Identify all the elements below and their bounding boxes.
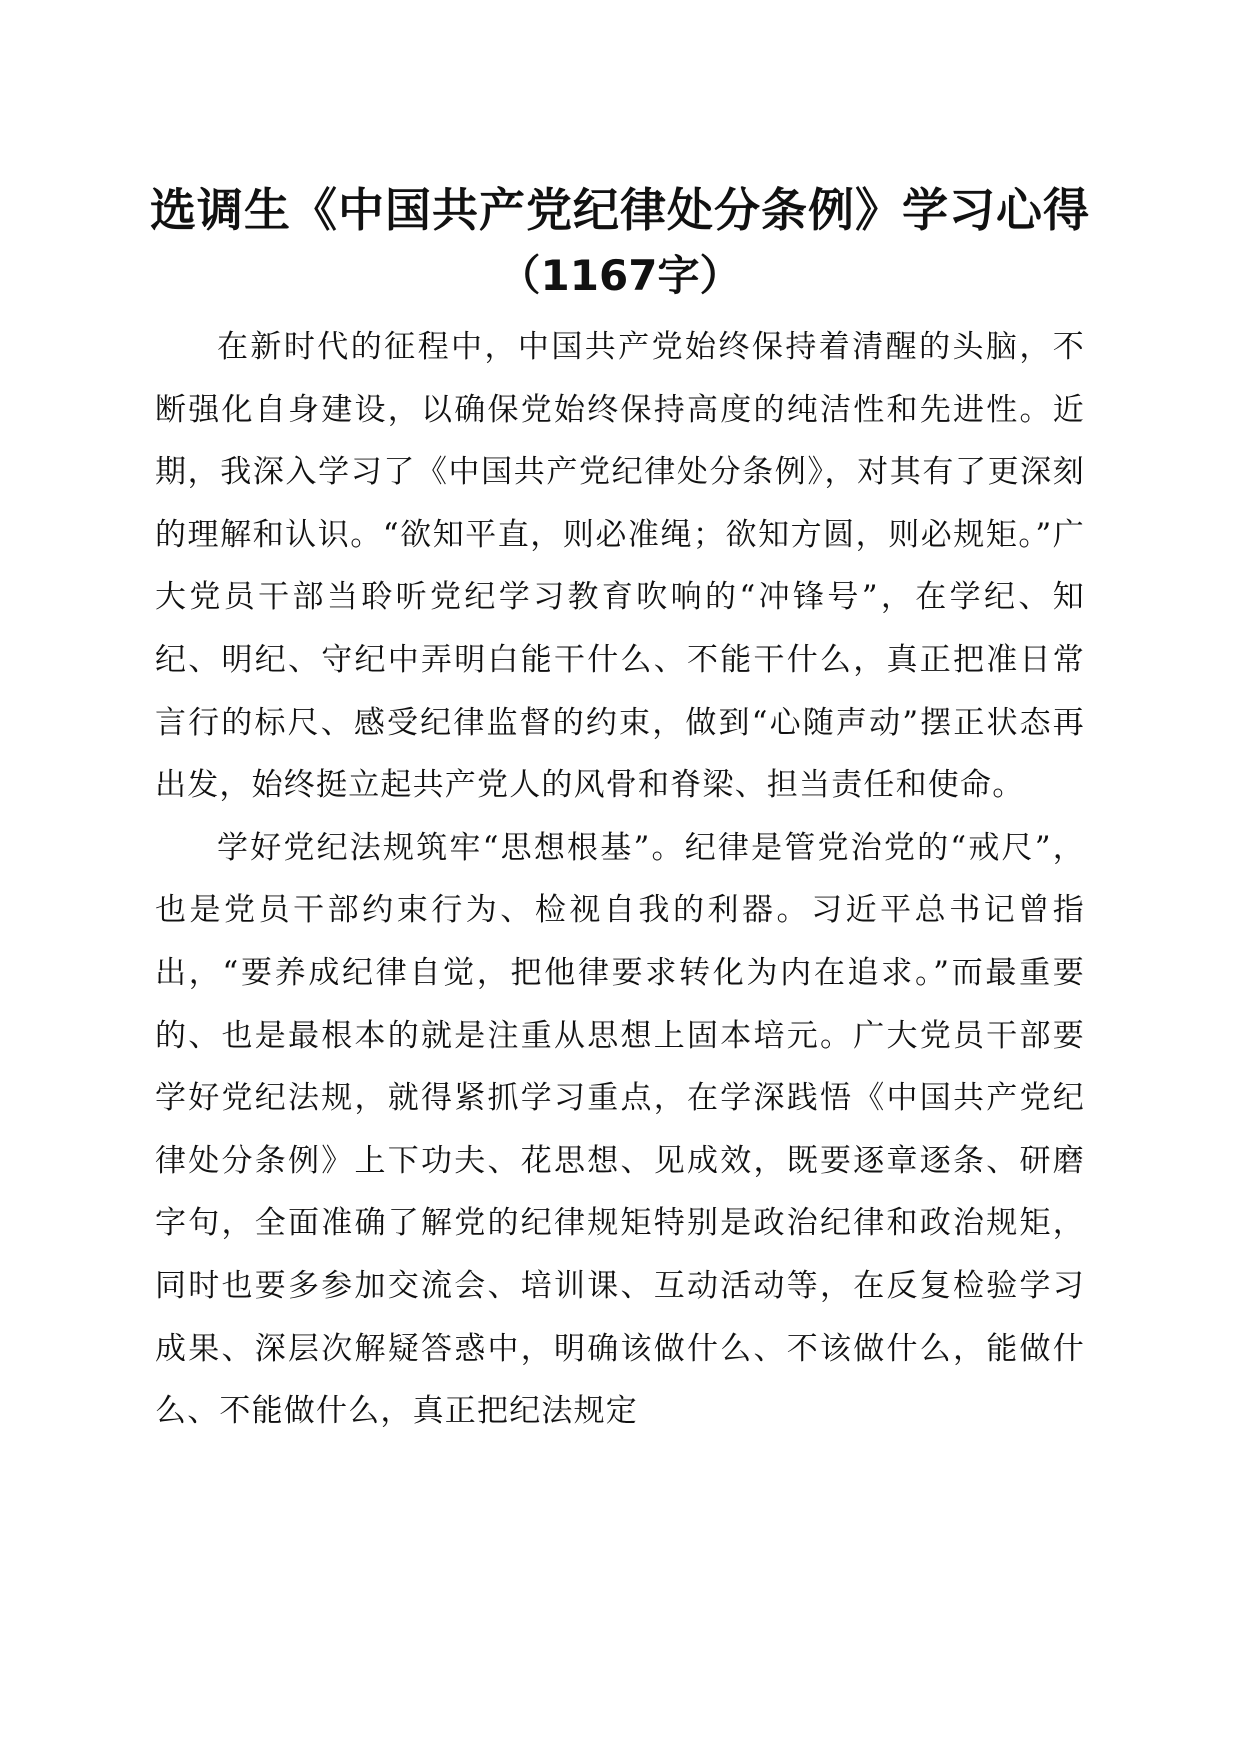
document-body: [155, 316, 1085, 1443]
paragraph-intro: 在新时代的征程中，中国共产党始终保持着清醒的头脑，不断强化自身建设，以确保党始终保持高度的纯洁性和先进性。近期，我深入学习了《中国共产党纪律处分条例》，对其有了更深刻的理解和认识。“欲知平直，则必准绳；欲知方圆，则必规矩。”广大党员干部当聆听党纪学习教育吹响的“冲锋号”，在学纪、知纪、明纪、守纪中弄明白能干什么、不能干什么，真正把准日常言行的标尺、感受纪律监督的约束，做到“心随声动”摆正状态再出发，始终挺立起共产党人的风骨和脊梁、担当责任和使命。: [155, 329, 1085, 804]
document-word-count: （1167字）: [498, 251, 742, 300]
document-title: 选调生《中国共产党纪律处分条例》学习心得: [150, 183, 1090, 237]
paragraph-study-discipline: 学好党纪法规筑牢“思想根基”。纪律是管党治党的“戒尺”，也是党员干部约束行为、检视自我的利器。习近平总书记曾指出，“要养成纪律自觉，把他律要求转化为内在追求。”而最重要的、也是最根本的就是注重从思想上固本培元。广大党员干部要学好党纪法规，就得紧抓学习重点，在学深践悟《中国共产党纪律处分条例》上下功夫、花思想、见成效，既要逐章逐条、研磨字句，全面准确了解党的纪律规矩特别是政治纪律和政治规矩，同时也要多参加交流会、培训课、互动活动等，在反复检验学习成果、深层次解疑答惑中，明确该做什么、不该做什么，能做什么、不能做什么，真正把纪法规定: [155, 829, 1085, 1430]
